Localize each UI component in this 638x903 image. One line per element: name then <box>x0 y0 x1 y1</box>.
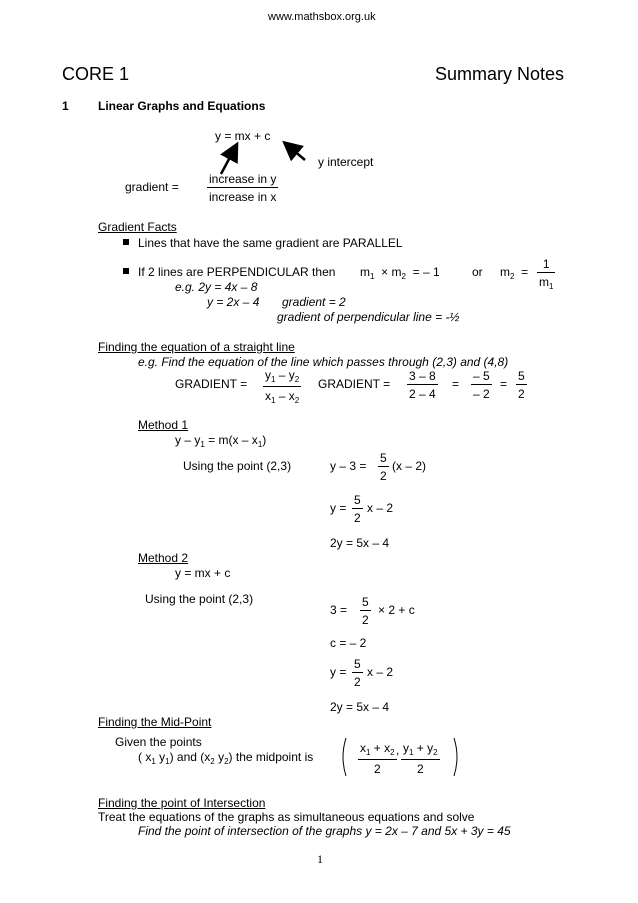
intersection-text: Treat the equations of the graphs as simultaneous equations and solve <box>98 810 475 824</box>
parallel-fact: Lines that have the same gradient are PARALLEL <box>138 236 403 250</box>
gradient-formula-fraction: $y_1 - y_2$ $x_1 - x_2$ <box>265 368 300 405</box>
method1-line3: 2y = 5x – 4 <box>330 536 390 550</box>
example-line-2: y = 2x – 4 <box>207 295 260 309</box>
method2-line3-left: y = <box>330 665 347 679</box>
five-halves-fraction: 5 2 <box>362 595 369 627</box>
section-number: 1 <box>62 99 69 113</box>
core-title: CORE 1 <box>62 64 130 84</box>
example-gradient: gradient = 2 <box>282 295 346 309</box>
five-halves-fraction: 5 2 <box>354 657 361 689</box>
gradient-formula-label: GRADIENT = <box>175 377 248 391</box>
method2-line1-right: × 2 + c <box>378 603 415 617</box>
method2-line4: 2y = 5x – 4 <box>330 700 390 714</box>
straight-line-example: e.g. Find the equation of the line which passes through (2,3) and (4,8) <box>138 355 509 369</box>
m2-label: $m_2$ = <box>500 265 529 281</box>
linear-equation: y = mx + c <box>215 129 271 143</box>
method1-heading: Method 1 <box>138 418 189 432</box>
straight-line-heading: Finding the equation of a straight line <box>98 340 295 354</box>
method1-using-point: Using the point (2,3) <box>183 459 292 473</box>
midpoint-points: ( $x_1$ $y_1$) and ($x_2$ $y_2$) the midpoint is <box>138 750 314 766</box>
example-line-1: e.g. 2y = 4x – 8 <box>175 280 258 294</box>
equals-sign: = <box>500 377 508 391</box>
method2-heading: Method 2 <box>138 551 189 565</box>
gradient-calc-fraction: 3 – 8 2 – 4 <box>409 369 436 401</box>
page-number: 1 <box>317 852 323 866</box>
method2-line3-right: x – 2 <box>367 665 394 679</box>
perpendicular-product: $m_1 \times m_2$ = – 1 <box>360 265 440 281</box>
y-intercept-label: y intercept <box>318 155 374 169</box>
method1-line2-left: y = <box>330 501 347 515</box>
gradient-calc-label: GRADIENT = <box>318 377 391 391</box>
five-halves-fraction: 5 2 <box>380 451 387 483</box>
method2-line2: c = – 2 <box>330 636 367 650</box>
midpoint-y-fraction: $y_1 + y_2$ 2 <box>403 741 438 776</box>
gradient-denominator: increase in x <box>209 190 277 204</box>
or-label: or <box>472 265 483 279</box>
intersection-heading: Finding the point of Intersection <box>98 796 266 810</box>
gradient-neg-fraction: – 5 – 2 <box>473 369 490 401</box>
gradient-numerator: increase in y <box>209 172 277 186</box>
gradient-result-fraction: 5 2 <box>518 369 525 401</box>
method2-line1-left: 3 = <box>330 603 348 617</box>
gradient-label: gradient = <box>125 180 179 194</box>
method1-line1-left: y – 3 = <box>330 459 367 473</box>
method2-formula: y = mx + c <box>175 566 231 580</box>
section-title: Linear Graphs and Equations <box>98 99 266 113</box>
reciprocal-fraction: 1 $m_1$ <box>539 257 554 291</box>
midpoint-comma: , <box>396 743 400 757</box>
gradient-facts-heading: Gradient Facts <box>98 220 177 234</box>
summary-title: Summary Notes <box>435 64 565 84</box>
method1-line2-right: x – 2 <box>367 501 394 515</box>
midpoint-x-fraction: $x_1 + x_2$ 2 <box>360 741 395 776</box>
midpoint-heading: Finding the Mid-Point <box>98 715 212 729</box>
example-perpendicular: gradient of perpendicular line = -½ <box>277 310 460 324</box>
intersection-example: Find the point of intersection of the graphs y = 2x – 7 and 5x + 3y = 45 <box>138 824 511 838</box>
five-halves-fraction: 5 2 <box>354 493 361 525</box>
method1-formula: $y - y_1 = m(x - x_1)$ <box>175 433 267 449</box>
equals-sign: = <box>452 377 460 391</box>
header-url: www.mathsbox.org.uk <box>268 11 376 23</box>
method1-line1-right: (x – 2) <box>392 459 427 473</box>
perpendicular-fact: If 2 lines are PERPENDICULAR then <box>138 265 336 279</box>
method2-using-point: Using the point (2,3) <box>145 592 254 606</box>
midpoint-given: Given the points <box>115 735 202 749</box>
